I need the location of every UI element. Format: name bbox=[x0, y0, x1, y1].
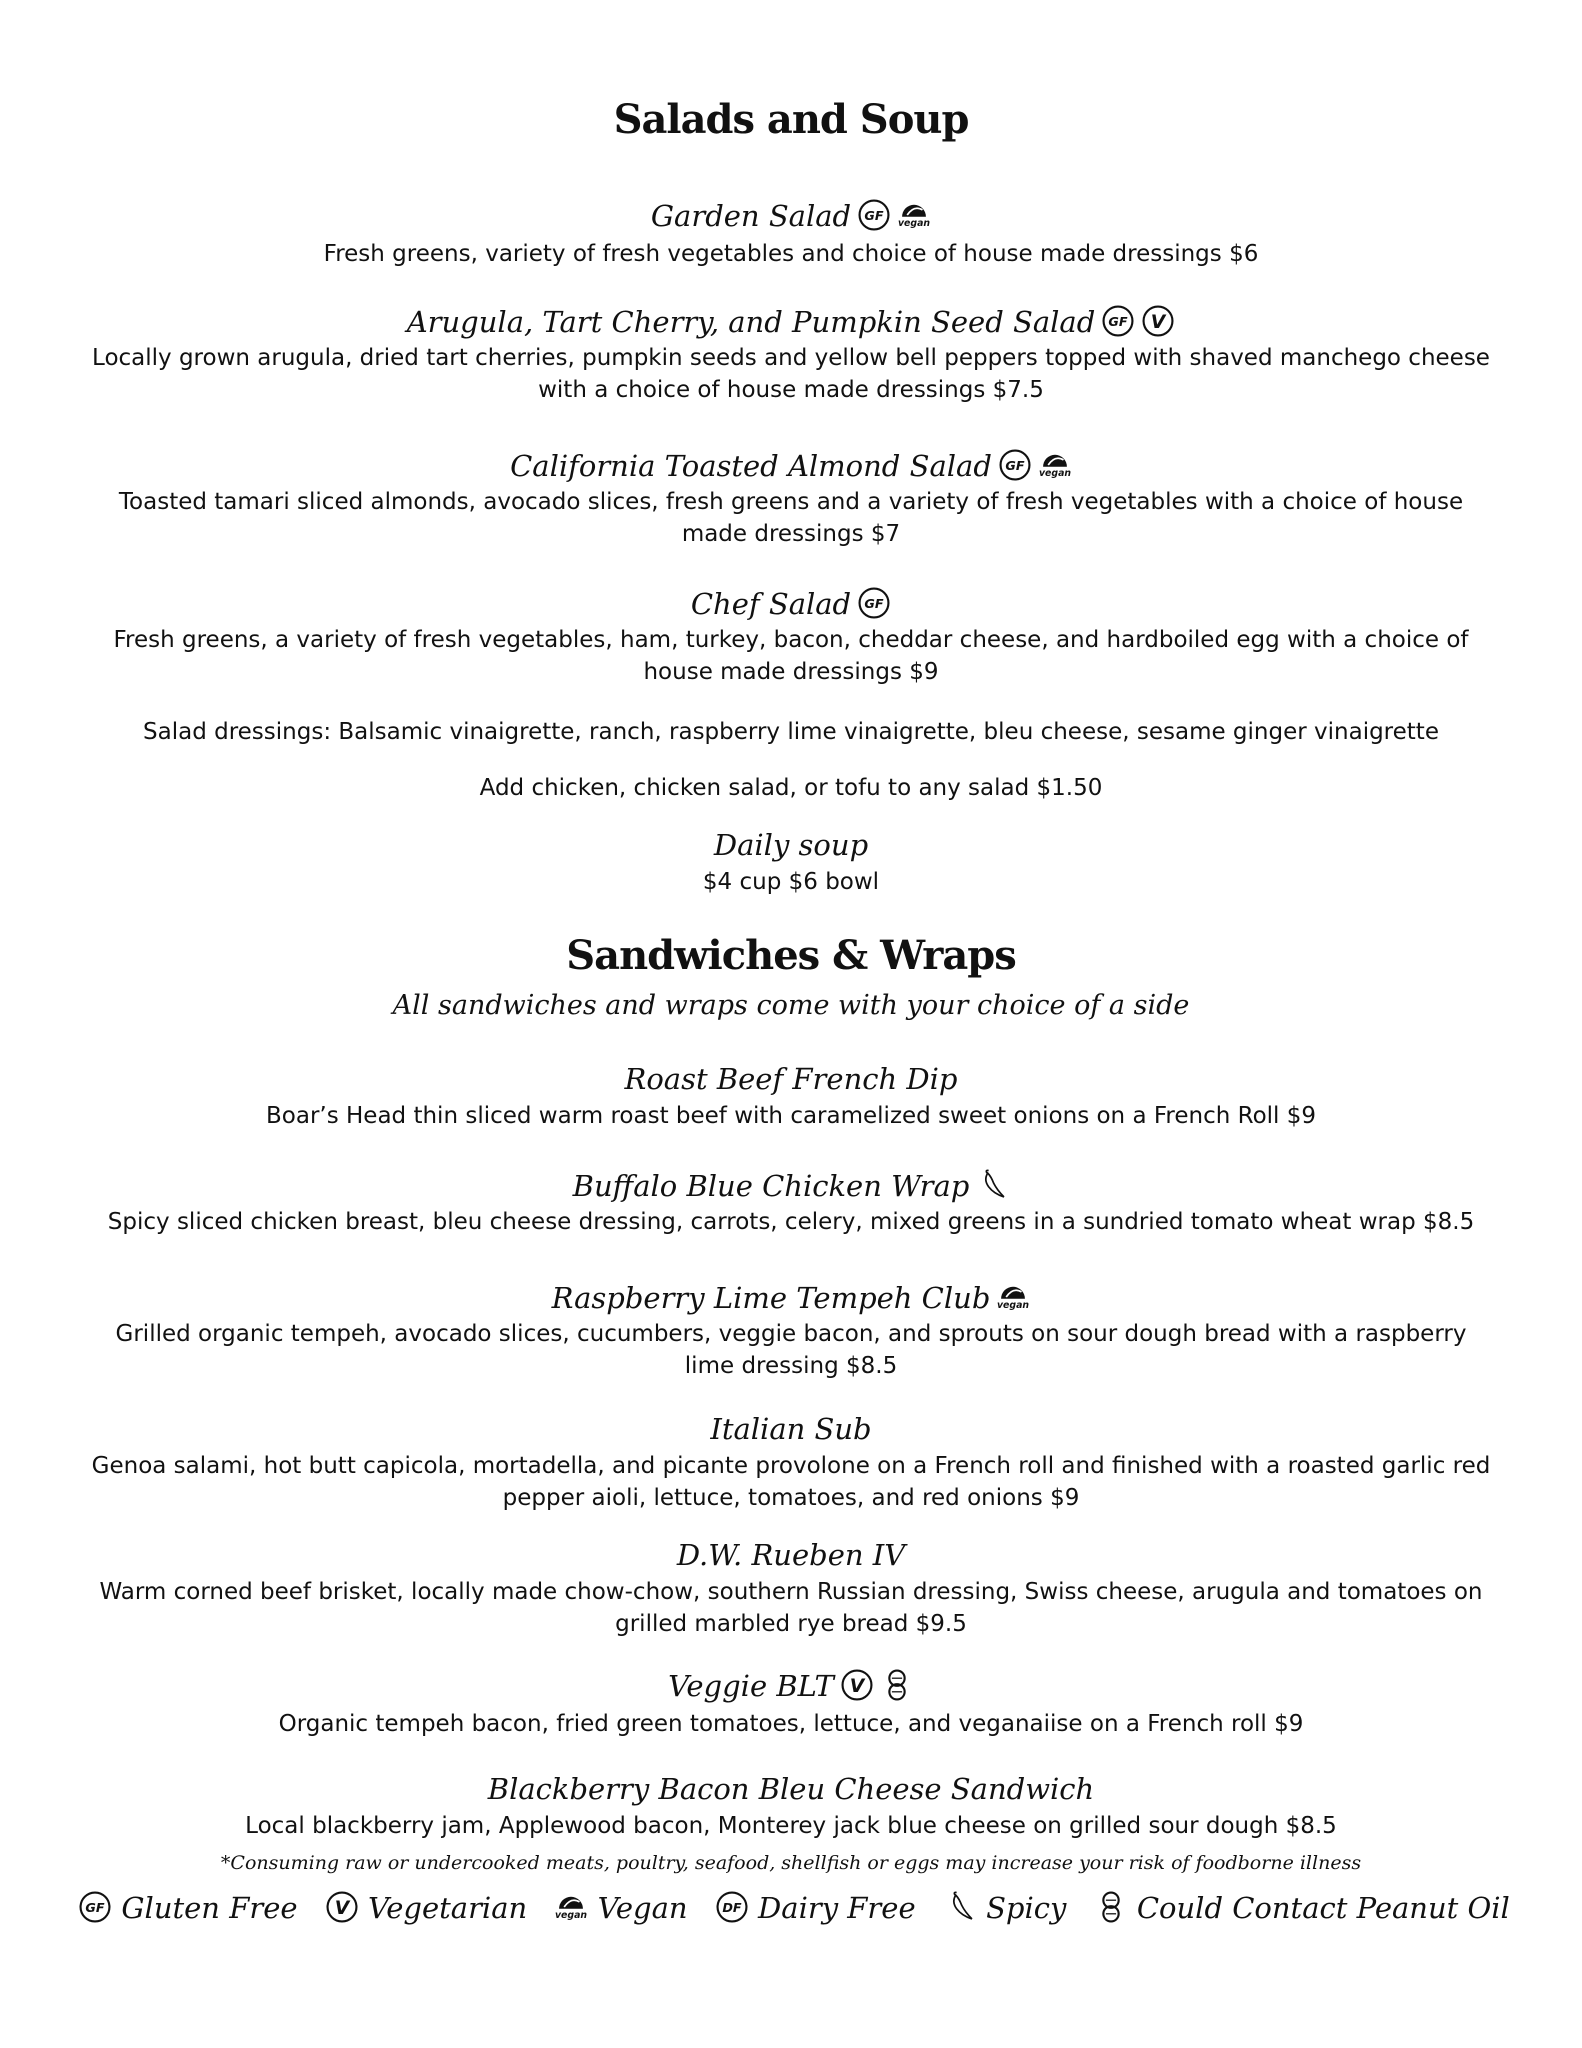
menu-item-name: California Toasted Almond Salad GF vegan bbox=[510, 449, 1071, 483]
svg-text:vegan: vegan bbox=[555, 1909, 588, 1921]
menu-item-description: Locally grown arugula, dried tart cherries, pumpkin seeds and yellow bell peppers topped with shaved manchego cheese with a choice of house made dressings $7.5 bbox=[92, 345, 1490, 403]
menu-item-description: Spicy sliced chicken breast, bleu cheese dressing, carrots, celery, mixed greens in a sundried tomato wheat wrap $8.5 bbox=[107, 1209, 1475, 1235]
gf-icon bbox=[998, 448, 1032, 482]
menu-item-name: Italian Sub bbox=[710, 1412, 872, 1446]
svg-text:GF: GF bbox=[864, 209, 884, 225]
menu-item-description: Fresh greens, variety of fresh vegetables and choice of house made dressings $6 bbox=[323, 241, 1259, 267]
soup-price: $4 cup $6 bowl bbox=[702, 869, 880, 895]
svg-text:vegan: vegan bbox=[997, 1300, 1030, 1312]
legend-entry: V Vegetarian bbox=[319, 1890, 527, 1925]
legend-entry: GF Gluten Free bbox=[72, 1890, 297, 1925]
section-title-salads: Salads and Soup bbox=[613, 96, 969, 143]
vegetarian-icon bbox=[840, 1668, 874, 1702]
legend-entry: vegan Vegan bbox=[555, 1890, 688, 1925]
df-icon bbox=[715, 1890, 749, 1924]
spicy-icon bbox=[975, 1168, 1009, 1202]
menu-item-name: Veggie BLT V bbox=[0, 1668, 1582, 1703]
gf-icon bbox=[78, 1890, 112, 1924]
menu-item-name: D.W. Rueben IV bbox=[676, 1538, 906, 1572]
menu-item-description: Boar’s Head thin sliced warm roast beef with caramelized sweet onions on a French Roll $9 bbox=[266, 1103, 1316, 1129]
svg-text:V: V bbox=[1151, 311, 1166, 333]
svg-text:GF: GF bbox=[1005, 459, 1025, 475]
menu-item-description: Fresh greens, a variety of fresh vegetables, ham, turkey, bacon, cheddar cheese, and hardboiled egg with a choice of house made dressings $9 bbox=[113, 627, 1469, 685]
menu-item-name: Garden Salad GF vegan bbox=[650, 199, 931, 233]
legend-entry: Could Contact Peanut Oil bbox=[1088, 1890, 1510, 1925]
svg-text:vegan: vegan bbox=[1038, 468, 1071, 480]
menu-item-name: Roast Beef French Dip bbox=[624, 1062, 958, 1096]
menu-item-description: Genoa salami, hot butt capicola, mortadella, and picante provolone on a French roll and finished with a roasted garlic red pepper aioli, lettuce, tomatoes, and red onions $9 bbox=[91, 1453, 1491, 1511]
food-safety-disclaimer: *Consuming raw or undercooked meats, poultry, seafood, shellfish or eggs may increase your risk of foodborne illness bbox=[220, 1852, 1362, 1874]
gf-icon bbox=[857, 198, 891, 232]
vegan-icon bbox=[996, 1280, 1030, 1314]
salad-dressings-note: Salad dressings: Balsamic vinaigrette, ranch, raspberry lime vinaigrette, bleu cheese, sesame ginger vinaigrette bbox=[143, 719, 1439, 745]
peanut-icon bbox=[1094, 1890, 1128, 1924]
vegetarian-icon bbox=[325, 1890, 359, 1924]
peanut-icon bbox=[880, 1668, 914, 1702]
svg-text:GF: GF bbox=[85, 1900, 105, 1916]
menu-item-description: Grilled organic tempeh, avocado slices, cucumbers, veggie bacon, and sprouts on sour dough bread with a raspberry lime dressing $8.5 bbox=[115, 1321, 1467, 1379]
legend-entry: DF Dairy Free bbox=[709, 1890, 916, 1925]
svg-text:DF: DF bbox=[722, 1900, 742, 1916]
spicy-icon bbox=[943, 1890, 977, 1924]
menu-item-description: Toasted tamari sliced almonds, avocado slices, fresh greens and a variety of fresh vegetables with a choice of house made dressings $7 bbox=[118, 489, 1464, 547]
menu-item-name: Raspberry Lime Tempeh Club vegan bbox=[551, 1281, 1030, 1315]
gf-icon bbox=[1101, 304, 1135, 338]
menu-item-name: Buffalo Blue Chicken Wrap bbox=[0, 1168, 1582, 1203]
menu-item-description: Organic tempeh bacon, fried green tomatoes, lettuce, and veganaiise on a French roll $9 bbox=[278, 1711, 1304, 1737]
menu-item-name: Chef Salad GF bbox=[0, 586, 1582, 621]
menu-item-name: Daily soup bbox=[713, 828, 869, 862]
svg-text:vegan: vegan bbox=[898, 218, 931, 230]
section-title-sandwiches: Sandwiches & Wraps bbox=[566, 932, 1016, 979]
salad-add-on-note: Add chicken, chicken salad, or tofu to any salad $1.50 bbox=[479, 775, 1103, 801]
vegetarian-icon bbox=[1141, 304, 1175, 338]
menu-item-name: Arugula, Tart Cherry, and Pumpkin Seed Salad GF V bbox=[0, 304, 1582, 339]
menu-item-description: Warm corned beef brisket, locally made chow-chow, southern Russian dressing, Swiss cheese, arugula and tomatoes on grilled marbled rye bread $9.5 bbox=[99, 1579, 1483, 1637]
vegan-icon bbox=[897, 198, 931, 232]
vegan-icon bbox=[554, 1890, 588, 1924]
menu-item-name: Blackberry Bacon Bleu Cheese Sandwich bbox=[487, 1772, 1095, 1806]
vegan-icon bbox=[1038, 448, 1072, 482]
svg-text:GF: GF bbox=[1108, 315, 1128, 331]
svg-text:GF: GF bbox=[864, 597, 884, 613]
menu-item-description: Local blackberry jam, Applewood bacon, Monterey jack blue cheese on grilled sour dough $8.5 bbox=[245, 1813, 1337, 1839]
gf-icon bbox=[857, 586, 891, 620]
dietary-legend bbox=[0, 1888, 1582, 1925]
svg-text:V: V bbox=[849, 1675, 865, 1697]
section-subtitle: All sandwiches and wraps come with your choice of a side bbox=[392, 990, 1190, 1021]
svg-text:V: V bbox=[334, 1897, 349, 1919]
legend-entry: Spicy bbox=[937, 1890, 1067, 1925]
